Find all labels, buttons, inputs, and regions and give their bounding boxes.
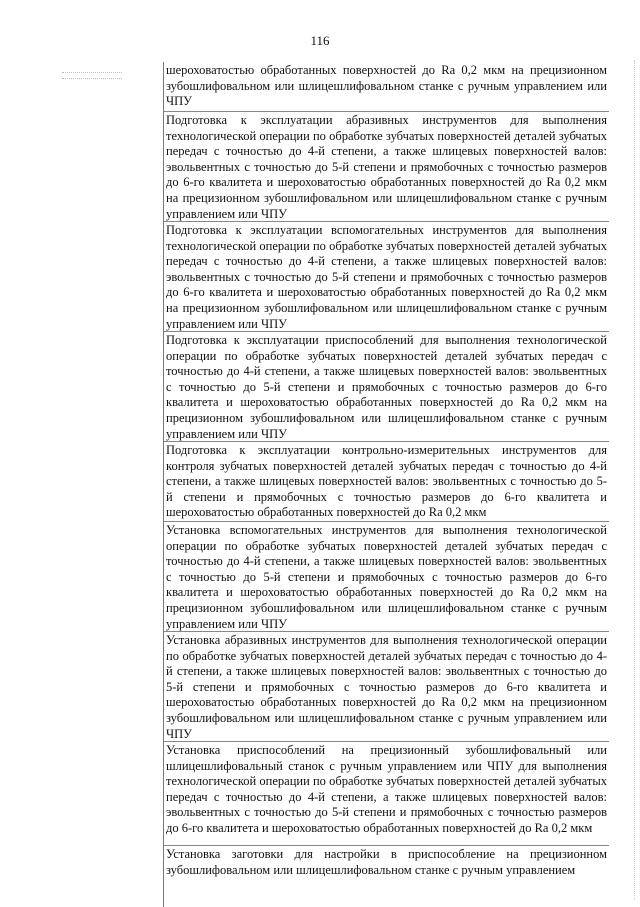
scan-mark bbox=[62, 72, 122, 73]
table-row: Установка приспособлений на прецизионный зубошлифовальный или шлицешлифовальный станок с ручным управлением или ЧПУ для выполнения технологической операции по обработке зубчатых поверхностей деталей зубчатых передач с точностью до 4-й степени, а также шлицевых поверхностей валов: эвольвентных с точностью до 5-й степени и прямобочных с точностью размеров до 6-го квалитета и шероховатостью обработанных поверхностей до Ra 0,2 мкм bbox=[164, 742, 609, 846]
table-row: шероховатостью обработанных поверхностей до Ra 0,2 мкм на прецизионном зубошлифовальном или шлицешлифовальном станке с ручным управлением или ЧПУ bbox=[164, 62, 609, 112]
label-column bbox=[58, 62, 164, 907]
page-number: 116 bbox=[310, 33, 330, 48]
scan-mark bbox=[62, 78, 122, 79]
table-row: Установка заготовки для настройки в приспособление на прецизионном зубошлифовальном или шлицешлифовальном станке с ручным управлением bbox=[166, 847, 607, 877]
labor-actions-table bbox=[58, 62, 609, 907]
content-column bbox=[164, 62, 609, 887]
table-row: Подготовка к эксплуатации приспособлений для выполнения технологической операции по обработке зубчатых поверхностей деталей зубчатых передач с точностью до 4-й степени, а также шлицевых поверхностей валов: эвольвентных с точностью до 5-й степени и прямобочных с точностью размеров до 6-го квалитета и шероховатостью обработанных поверхностей до Ra 0,2 мкм на прецизионном зубошлифовальном или шлицешлифовальном станке с ручным управлением или ЧПУ bbox=[166, 333, 607, 441]
table-row: Подготовка к эксплуатации вспомогательных инструментов для выполнения технологической операции по обработке зубчатых поверхностей деталей зубчатых передач с точностью до 4-й степени, а также шлицевых поверхностей валов: эвольвентных с точностью до 5-й степени и прямобочных с точностью размеров до 6-го квалитета и шероховатостью обработанных поверхностей до Ra 0,2 мкм на прецизионном зубошлифовальном или шлицешлифовальном станке с ручным управлением или ЧПУ bbox=[166, 223, 607, 331]
table-row: Подготовка к эксплуатации абразивных инструментов для выполнения технологической операции по обработке зубчатых поверхностей деталей зубчатых передач с точностью до 4-й степени, а также шлицевых поверхностей валов: эвольвентных с точностью до 5-й степени и прямобочных с точностью размеров до 6-го квалитета и шероховатостью обработанных поверхностей до Ra 0,2 мкм на прецизионном зубошлифовальном или шлицешлифовальном станке с ручным управлением или ЧПУ bbox=[166, 113, 607, 221]
scan-edge bbox=[634, 60, 637, 900]
table-row: Установка абразивных инструментов для выполнения технологической операции по обработке зубчатых поверхностей деталей зубчатых передач с точностью до 4-й степени, а также шлицевых поверхностей валов: эвольвентных с точностью до 5-й степени и прямобочных с точностью размеров до 6-го квалитета и шероховатостью обработанных поверхностей до Ra 0,2 мкм на прецизионном зубошлифовальном или шлицешлифовальном станке с ручным управлением или ЧПУ bbox=[166, 633, 607, 741]
table-row: Подготовка к эксплуатации контрольно-измерительных инструментов для контроля зубчатых поверхностей деталей зубчатых передач с точностью до 4-й степени, а также шлицевых поверхностей валов: эвольвентных с точностью до 5-й степени и прямобочных с точностью размеров до 6-го квалитета и шероховатостью обработанных поверхностей до Ra 0,2 мкм bbox=[164, 442, 609, 522]
table-row: Установка вспомогательных инструментов для выполнения технологической операции по обработке зубчатых поверхностей деталей зубчатых передач с точностью до 4-й степени, а также шлицевых поверхностей валов: эвольвентных с точностью до 5-й степени и прямобочных с точностью размеров до 6-го квалитета и шероховатостью обработанных поверхностей до Ra 0,2 мкм на прецизионном зубошлифовальном или шлицешлифовальном станке с ручным управлением или ЧПУ bbox=[166, 523, 607, 631]
